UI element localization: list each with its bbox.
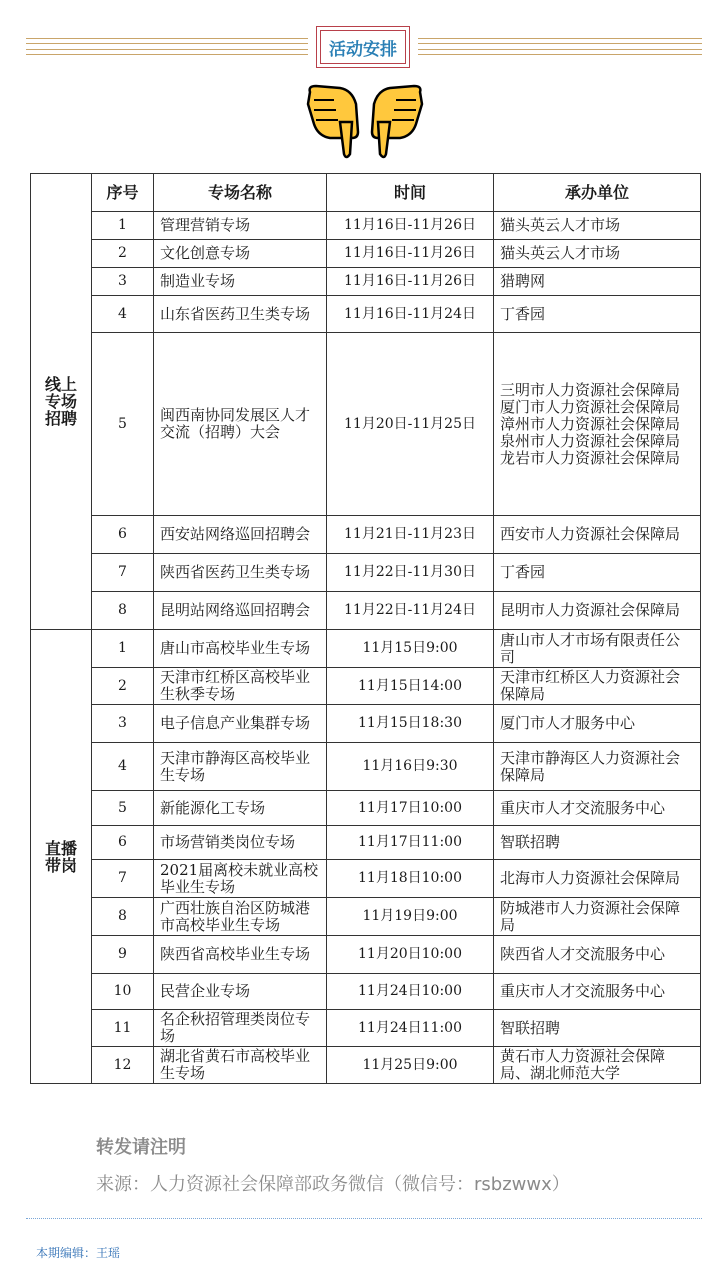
row-seq: 12: [92, 1047, 154, 1084]
table-row: [31, 705, 701, 743]
table-row: [31, 668, 701, 705]
row-org: 丁香园: [494, 296, 701, 333]
row-name: 新能源化工专场: [154, 791, 327, 826]
header-org: 承办单位: [494, 174, 701, 212]
row-time: 11月22日-11月24日: [327, 592, 494, 630]
row-org: 黄石市人力资源社会保障局、湖北师范大学: [494, 1047, 701, 1084]
editor-credit: 本期编辑：王瑶: [36, 1246, 121, 1260]
row-seq: 3: [92, 268, 154, 296]
row-org: 猫头英云人才市场: [494, 240, 701, 268]
row-time: 11月15日18:30: [327, 705, 494, 743]
pointing-down-hands-icon: [300, 82, 430, 160]
row-name: 西安站网络巡回招聘会: [154, 516, 327, 554]
row-time: 11月22日-11月30日: [327, 554, 494, 592]
row-name: 山东省医药卫生类专场: [154, 296, 327, 333]
row-seq: 7: [92, 554, 154, 592]
table-row: [31, 1047, 701, 1084]
table-row: [31, 936, 701, 974]
row-name: 市场营销类岗位专场: [154, 826, 327, 860]
table-row: [31, 630, 701, 668]
row-name: 广西壮族自治区防城港市高校毕业生专场: [154, 898, 327, 936]
row-name: 名企秋招管理类岗位专场: [154, 1010, 327, 1047]
header-decor-right: [418, 38, 702, 58]
footer-divider: [26, 1218, 702, 1219]
row-time: 11月21日-11月23日: [327, 516, 494, 554]
row-time: 11月24日10:00: [327, 974, 494, 1010]
row-time: 11月15日14:00: [327, 668, 494, 705]
row-name: 民营企业专场: [154, 974, 327, 1010]
row-seq: 3: [92, 705, 154, 743]
table-row: [31, 860, 701, 898]
row-org: 天津市红桥区人力资源社会保障局: [494, 668, 701, 705]
row-org: 陕西省人才交流服务中心: [494, 936, 701, 974]
row-seq: 4: [92, 743, 154, 791]
schedule-table: [30, 173, 701, 1084]
row-name: 陕西省医药卫生类专场: [154, 554, 327, 592]
row-org: 丁香园: [494, 554, 701, 592]
table-row: [31, 268, 701, 296]
table-row: [31, 554, 701, 592]
row-seq: 2: [92, 240, 154, 268]
section-title: 活动安排: [320, 30, 406, 64]
row-time: 11月20日-11月25日: [327, 333, 494, 516]
row-time: 11月16日-11月26日: [327, 268, 494, 296]
row-org: 三明市人力资源社会保障局 厦门市人力资源社会保障局 漳州市人力资源社会保障局 泉州市人力资源社会保障局 龙岩市人力资源社会保障局: [494, 333, 701, 516]
row-org: 智联招聘: [494, 1010, 701, 1047]
right-hand-icon: [372, 86, 422, 157]
row-org: 西安市人力资源社会保障局: [494, 516, 701, 554]
row-time: 11月25日9:00: [327, 1047, 494, 1084]
row-time: 11月16日-11月24日: [327, 296, 494, 333]
row-time: 11月15日9:00: [327, 630, 494, 668]
row-time: 11月16日-11月26日: [327, 240, 494, 268]
row-seq: 7: [92, 860, 154, 898]
row-org: 北海市人力资源社会保障局: [494, 860, 701, 898]
row-seq: 1: [92, 212, 154, 240]
table-row: [31, 212, 701, 240]
row-seq: 9: [92, 936, 154, 974]
row-time: 11月19日9:00: [327, 898, 494, 936]
row-org: 天津市静海区人力资源社会保障局: [494, 743, 701, 791]
table-row: [31, 333, 701, 516]
header-seq: 序号: [92, 174, 154, 212]
table-row: [31, 826, 701, 860]
row-time: 11月18日10:00: [327, 860, 494, 898]
row-name: 陕西省高校毕业生专场: [154, 936, 327, 974]
row-name: 天津市静海区高校毕业生专场: [154, 743, 327, 791]
repost-note: 转发请注明: [96, 1137, 186, 1158]
section-title-box: [316, 26, 410, 68]
table-row: [31, 240, 701, 268]
row-seq: 6: [92, 516, 154, 554]
row-time: 11月20日10:00: [327, 936, 494, 974]
row-org: 猎聘网: [494, 268, 701, 296]
row-org: 智联招聘: [494, 826, 701, 860]
row-org: 厦门市人才服务中心: [494, 705, 701, 743]
row-time: 11月16日-11月26日: [327, 212, 494, 240]
table-row: [31, 791, 701, 826]
row-org: 重庆市人才交流服务中心: [494, 974, 701, 1010]
row-name: 文化创意专场: [154, 240, 327, 268]
table-row: [31, 516, 701, 554]
row-name: 唐山市高校毕业生专场: [154, 630, 327, 668]
row-org: 防城港市人力资源社会保障局: [494, 898, 701, 936]
source-credit: 来源：人力资源社会保障部政务微信（微信号：rsbzwwx）: [96, 1174, 570, 1195]
category-online: 线上 专场 招聘: [31, 174, 92, 630]
table-row: [31, 592, 701, 630]
row-org: 重庆市人才交流服务中心: [494, 791, 701, 826]
row-seq: 6: [92, 826, 154, 860]
row-org: 猫头英云人才市场: [494, 212, 701, 240]
row-seq: 1: [92, 630, 154, 668]
header-time: 时间: [327, 174, 494, 212]
row-name: 制造业专场: [154, 268, 327, 296]
table-header-row: [31, 174, 701, 212]
row-time: 11月16日9:30: [327, 743, 494, 791]
row-seq: 5: [92, 333, 154, 516]
header-decor-left: [26, 38, 308, 58]
header-name: 专场名称: [154, 174, 327, 212]
table-row: [31, 974, 701, 1010]
row-seq: 4: [92, 296, 154, 333]
row-seq: 10: [92, 974, 154, 1010]
left-hand-icon: [308, 86, 358, 157]
row-name: 电子信息产业集群专场: [154, 705, 327, 743]
row-name: 闽西南协同发展区人才交流（招聘）大会: [154, 333, 327, 516]
row-seq: 8: [92, 592, 154, 630]
category-live: 直播 带岗: [31, 630, 92, 1084]
row-name: 昆明站网络巡回招聘会: [154, 592, 327, 630]
row-seq: 2: [92, 668, 154, 705]
table-row: [31, 743, 701, 791]
row-time: 11月17日10:00: [327, 791, 494, 826]
row-name: 湖北省黄石市高校毕业生专场: [154, 1047, 327, 1084]
row-name: 天津市红桥区高校毕业生秋季专场: [154, 668, 327, 705]
row-name: 2021届离校未就业高校毕业生专场: [154, 860, 327, 898]
table-row: [31, 296, 701, 333]
row-time: 11月24日11:00: [327, 1010, 494, 1047]
table-row: [31, 1010, 701, 1047]
row-name: 管理营销专场: [154, 212, 327, 240]
table-row: [31, 898, 701, 936]
row-seq: 11: [92, 1010, 154, 1047]
row-org: 唐山市人才市场有限责任公司: [494, 630, 701, 668]
row-time: 11月17日11:00: [327, 826, 494, 860]
row-seq: 5: [92, 791, 154, 826]
row-seq: 8: [92, 898, 154, 936]
row-org: 昆明市人力资源社会保障局: [494, 592, 701, 630]
